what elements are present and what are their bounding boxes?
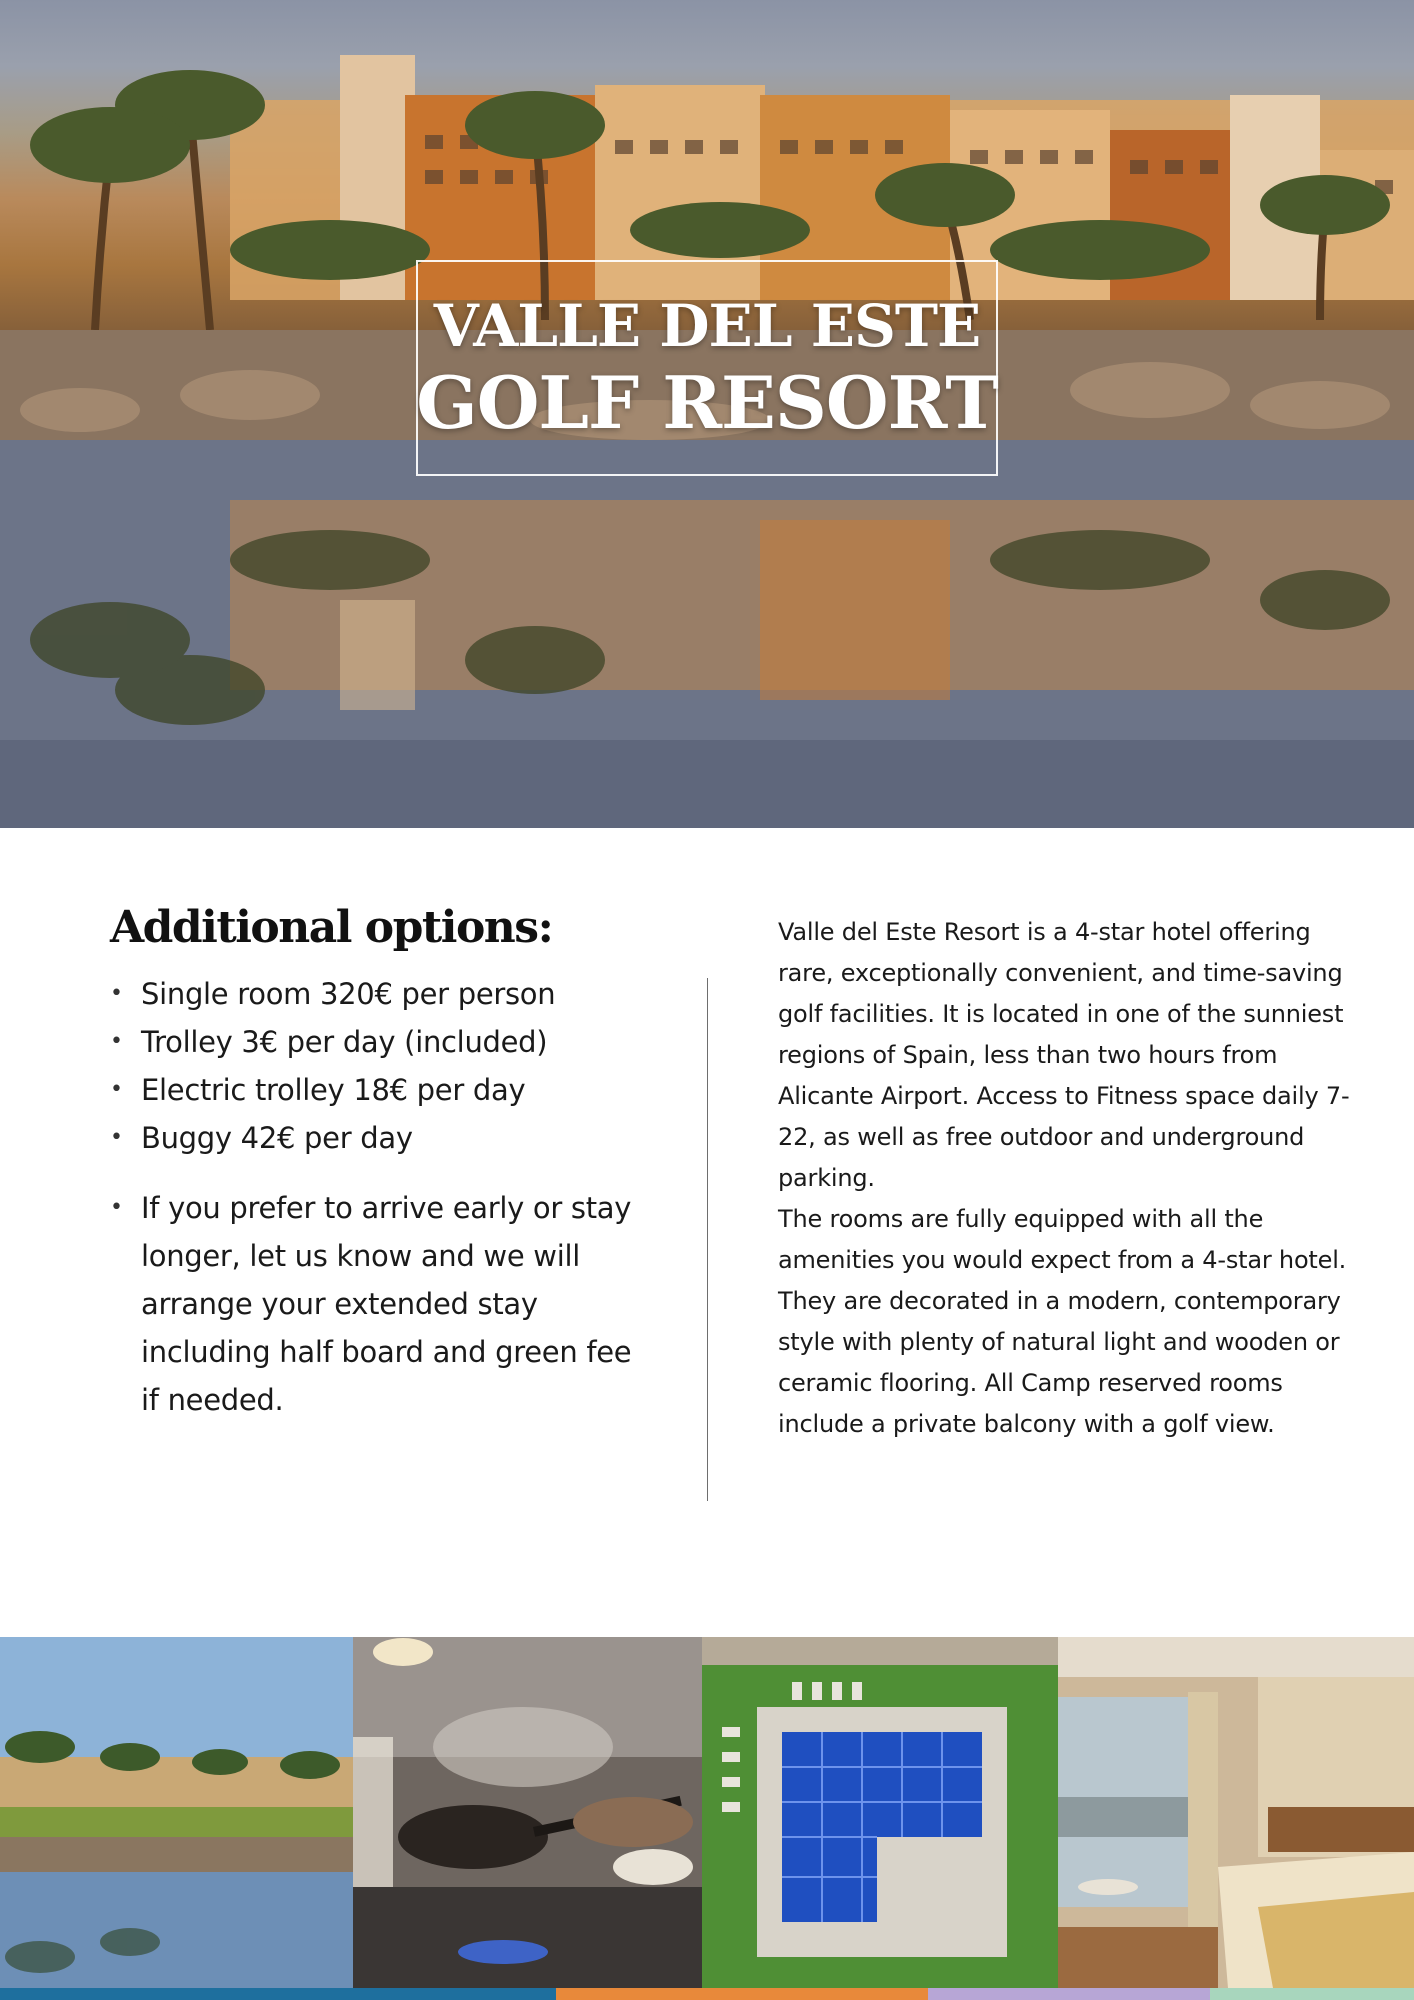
gallery-photo-chef-cooking [353, 1637, 702, 1988]
gallery-photo-hotel-room [1058, 1637, 1414, 1988]
option-text: Buggy 42€ per day [141, 1121, 413, 1155]
color-bar-mint [1210, 1988, 1414, 2000]
option-item [110, 1018, 650, 1066]
description-paragraph-2: The rooms are fully equipped with all the amenities you would expect from a 4-star hotel. They are decorated in a modern, contemporary style with plenty of natural light and wooden or ceramic flooring. All Camp reserved rooms include a private balcony with a golf view. [778, 1205, 1347, 1438]
extended-stay-item [110, 1184, 650, 1424]
color-bar-orange [556, 1988, 928, 2000]
option-item [110, 970, 650, 1018]
hero-banner [0, 0, 1414, 828]
color-bar-lavender [928, 1988, 1210, 2000]
hero-title-line-1: VALLE DEL ESTE [433, 292, 981, 360]
bullet-icon: • [110, 1195, 123, 1220]
resort-description [778, 912, 1358, 1445]
option-item [110, 1114, 650, 1162]
footer-color-bar [0, 1988, 1414, 2000]
photo-gallery [0, 1637, 1414, 1988]
hero-title-line-2: GOLF RESORT [416, 360, 998, 445]
option-text: Electric trolley 18€ per day [141, 1073, 526, 1107]
column-divider [707, 978, 708, 1501]
option-text: Trolley 3€ per day (included) [141, 1025, 548, 1059]
bullet-icon: • [110, 981, 123, 1006]
options-heading: Additional options: [110, 902, 553, 953]
option-text: Single room 320€ per person [141, 977, 556, 1011]
options-list [110, 970, 650, 1162]
gallery-photo-golf-lake [0, 1637, 353, 1988]
bullet-icon: • [110, 1029, 123, 1054]
additional-options-section [110, 898, 650, 1424]
extended-stay-text: If you prefer to arrive early or stay longer, let us know and we will arrange your extended stay including half board and green fee if needed. [141, 1191, 632, 1417]
extended-stay-list [110, 1184, 650, 1424]
color-bar-blue [0, 1988, 556, 2000]
description-paragraph-1: Valle del Este Resort is a 4-star hotel offering rare, exceptionally convenient, and time-saving golf facilities. It is located in one of the sunniest regions of Spain, less than two hours from Alicante Airport. Access to Fitness space daily 7-22, as well as free outdoor and underground parking. [778, 918, 1350, 1192]
bullet-icon: • [110, 1077, 123, 1102]
option-item [110, 1066, 650, 1114]
bullet-icon: • [110, 1125, 123, 1150]
gallery-photo-pool-aerial [702, 1637, 1058, 1988]
hero-title-box [416, 260, 998, 476]
